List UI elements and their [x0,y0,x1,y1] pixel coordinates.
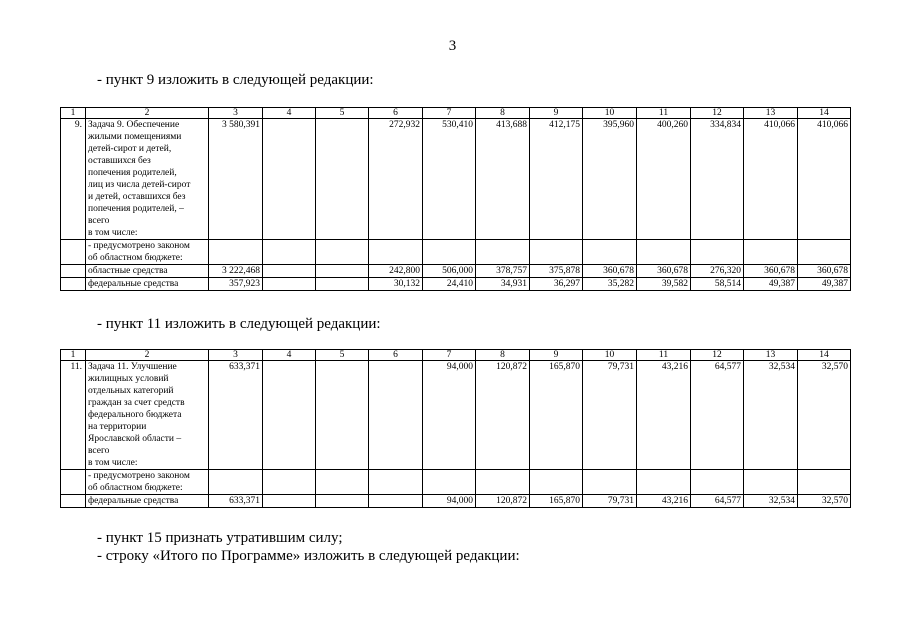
value-cell: 49,387 [798,278,851,291]
column-header: 12 [691,350,744,361]
value-cell: 242,800 [369,265,423,278]
column-header: 12 [691,108,744,119]
column-header: 10 [583,350,637,361]
value-cell [263,361,316,470]
column-header: 1 [61,108,86,119]
value-cell: 413,688 [476,119,530,240]
value-cell: 79,731 [583,495,637,508]
value-cell: 64,577 [691,361,744,470]
row-label: федеральные средства [86,495,209,508]
table-header-row [61,350,851,361]
page-number: 3 [448,38,457,54]
value-cell: 410,066 [744,119,798,240]
value-cell: 360,678 [744,265,798,278]
column-header: 3 [209,108,263,119]
value-cell: 32,570 [798,361,851,470]
value-cell: 3 580,391 [209,119,263,240]
value-cell: 334,834 [691,119,744,240]
law-label: - предусмотрено законом об областном бюджете: [86,470,209,495]
row-label: федеральные средства [86,278,209,291]
value-cell [316,119,369,240]
value-cell: 49,387 [744,278,798,291]
task-description: Задача 11. Улучшение жилищных условий отдельных категорий граждан за счет средств федерального бюджета на территории Ярославской области – всего в том числе: [86,361,209,470]
row-number: 11. [61,361,86,470]
value-cell: 36,297 [530,278,583,291]
value-cell [369,495,423,508]
paragraph-item-15: - пункт 15 признать утратившим силу; [97,530,343,546]
value-cell: 3 222,468 [209,265,263,278]
table-header-row [61,108,851,119]
value-cell: 395,960 [583,119,637,240]
value-cell: 410,066 [798,119,851,240]
column-header: 1 [61,350,86,361]
law-label: - предусмотрено законом об областном бюджете: [86,240,209,265]
value-cell: 360,678 [798,265,851,278]
value-cell: 633,371 [209,361,263,470]
column-header: 10 [583,108,637,119]
value-cell: 43,216 [637,495,691,508]
value-cell: 165,870 [530,495,583,508]
row-label: областные средства [86,265,209,278]
column-header: 7 [423,350,476,361]
value-cell: 120,872 [476,361,530,470]
value-cell: 357,923 [209,278,263,291]
value-cell [263,265,316,278]
column-header: 4 [263,350,316,361]
column-header: 7 [423,108,476,119]
value-cell [316,361,369,470]
value-cell [369,361,423,470]
column-header: 4 [263,108,316,119]
value-cell [316,265,369,278]
paragraph-item-11: - пункт 11 изложить в следующей редакции: [97,316,381,332]
column-header: 8 [476,350,530,361]
column-header: 13 [744,108,798,119]
value-cell: 165,870 [530,361,583,470]
table-row-task [61,119,851,240]
value-cell: 64,577 [691,495,744,508]
column-header: 14 [798,350,851,361]
value-cell: 39,582 [637,278,691,291]
column-header: 14 [798,108,851,119]
value-cell: 79,731 [583,361,637,470]
value-cell: 272,932 [369,119,423,240]
value-cell: 530,410 [423,119,476,240]
table-row-law [61,470,851,495]
value-cell: 506,000 [423,265,476,278]
table-item-9 [60,107,851,291]
value-cell [263,119,316,240]
value-cell: 120,872 [476,495,530,508]
value-cell: 24,410 [423,278,476,291]
table-row-regional [61,265,851,278]
column-header: 11 [637,350,691,361]
value-cell: 375,878 [530,265,583,278]
value-cell: 58,514 [691,278,744,291]
value-cell: 32,534 [744,361,798,470]
table-row-law [61,240,851,265]
table-item-11 [60,349,851,508]
row-number: 9. [61,119,86,240]
value-cell: 35,282 [583,278,637,291]
column-header: 9 [530,350,583,361]
value-cell: 400,260 [637,119,691,240]
column-header: 2 [86,350,209,361]
column-header: 9 [530,108,583,119]
column-header: 13 [744,350,798,361]
value-cell: 94,000 [423,495,476,508]
column-header: 5 [316,108,369,119]
value-cell: 276,320 [691,265,744,278]
value-cell: 633,371 [209,495,263,508]
value-cell [316,495,369,508]
value-cell: 32,570 [798,495,851,508]
value-cell: 94,000 [423,361,476,470]
paragraph-item-9: - пункт 9 изложить в следующей редакции: [97,72,374,88]
table-row-federal [61,495,851,508]
paragraph-itogo: - строку «Итого по Программе» изложить в следующей редакции: [97,548,520,564]
column-header: 5 [316,350,369,361]
column-header: 8 [476,108,530,119]
column-header: 3 [209,350,263,361]
task-description: Задача 9. Обеспечение жилыми помещениями детей-сирот и детей, оставшихся без попечения родителей, лиц из числа детей-сирот и детей, оставшихся без попечения родителей, – всего в том числе: [86,119,209,240]
value-cell: 43,216 [637,361,691,470]
column-header: 2 [86,108,209,119]
table-row-federal [61,278,851,291]
value-cell: 378,757 [476,265,530,278]
value-cell [263,278,316,291]
value-cell: 34,931 [476,278,530,291]
value-cell: 30,132 [369,278,423,291]
value-cell: 32,534 [744,495,798,508]
value-cell [316,278,369,291]
value-cell [263,495,316,508]
value-cell: 412,175 [530,119,583,240]
column-header: 6 [369,350,423,361]
column-header: 11 [637,108,691,119]
value-cell: 360,678 [583,265,637,278]
column-header: 6 [369,108,423,119]
value-cell: 360,678 [637,265,691,278]
table-row-task [61,361,851,470]
